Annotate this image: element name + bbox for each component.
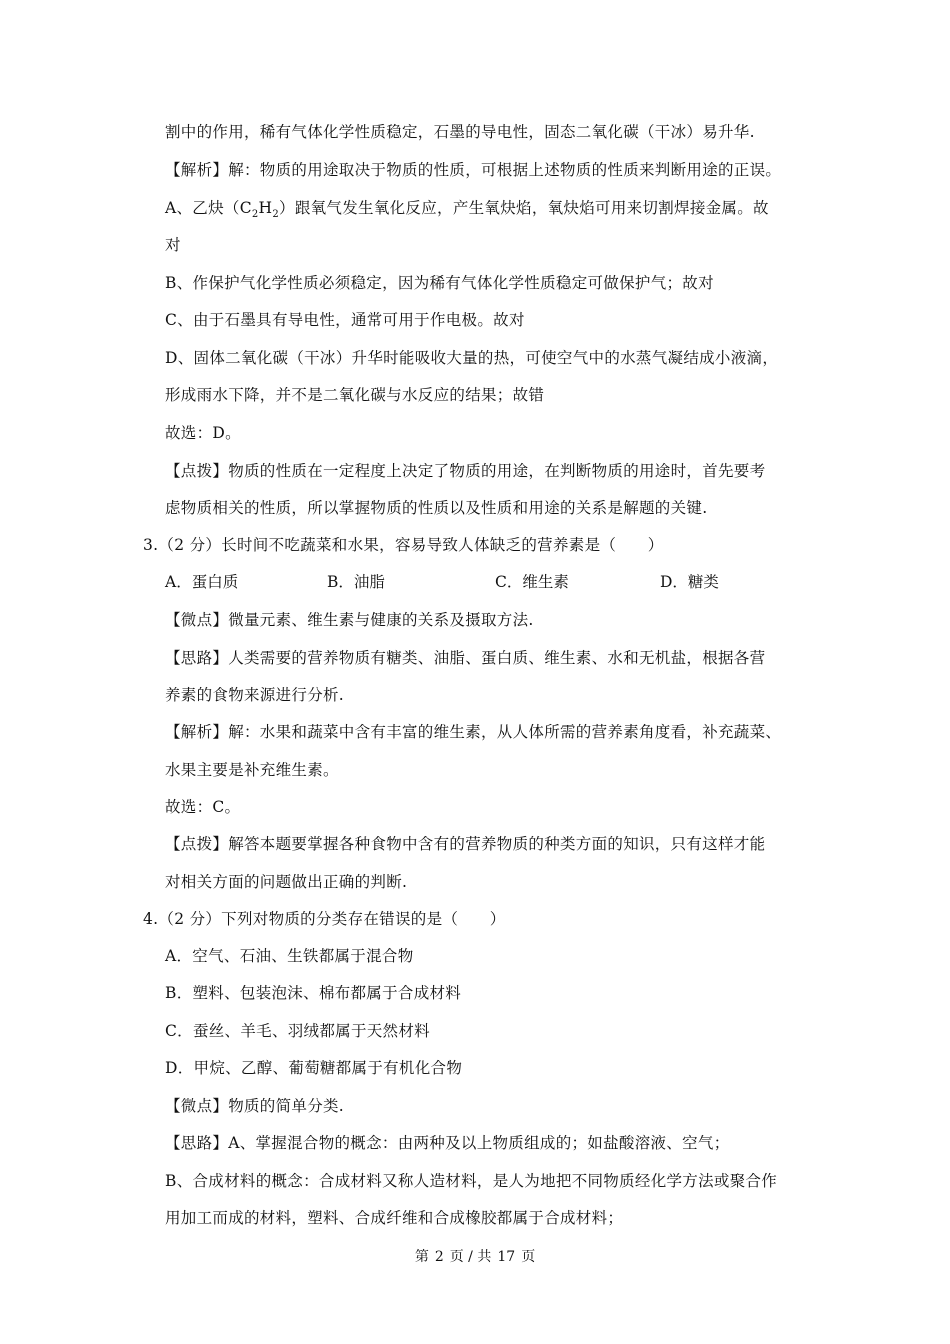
- page-number: 2: [434, 1249, 444, 1265]
- question-4-stem: 4.（2 分）下列对物质的分类存在错误的是（ ）: [143, 910, 506, 928]
- subscript: 2: [251, 209, 259, 221]
- thinking-line: 【思路】人类需要的营养物质有糖类、油脂、蛋白质、维生素、水和无机盐，根据各营: [165, 649, 766, 667]
- tip-line: 【点拨】物质的性质在一定程度上决定了物质的用途，在判断物质的用途时，首先要考: [165, 462, 766, 480]
- thinking-line: 养素的食物来源进行分析.: [165, 686, 345, 704]
- option-a: A．空气、石油、生铁都属于混合物: [165, 947, 414, 965]
- option-c-explanation: C、由于石墨具有导电性，通常可用于作电极。故对: [165, 311, 525, 329]
- formula-part: A、乙炔（C: [165, 199, 252, 217]
- text-line: 对: [165, 236, 181, 254]
- total-pages: 17: [497, 1249, 516, 1265]
- tip-line: 对相关方面的问题做出正确的判断.: [165, 873, 408, 891]
- footer-suffix: 页: [521, 1249, 536, 1265]
- page-footer: [0, 1246, 950, 1266]
- option-b: B．油脂: [327, 573, 385, 591]
- option-a-explanation: [165, 198, 769, 225]
- footer-mid: 页 / 共: [449, 1249, 492, 1265]
- option-a: A．蛋白质: [165, 573, 239, 591]
- thinking-line: B、合成材料的概念：合成材料又称人造材料，是人为地把不同物质经化学方法或聚合作: [165, 1172, 778, 1190]
- analysis-line: 【解析】解：水果和蔬菜中含有丰富的维生素，从人体所需的营养素角度看，补充蔬菜、: [165, 723, 782, 741]
- option-b-explanation: B、作保护气化学性质必须稳定，因为稀有气体化学性质稳定可做保护气；故对: [165, 274, 714, 292]
- key-point-line: 【微点】物质的简单分类.: [165, 1097, 345, 1115]
- key-point-line: 【微点】微量元素、维生素与健康的关系及摄取方法.: [165, 611, 534, 629]
- tip-line: 虑物质相关的性质，所以掌握物质的性质以及性质和用途的关系是解题的关键.: [165, 499, 708, 517]
- formula-rest: ）跟氧气发生氧化反应，产生氧炔焰，氧炔焰可用来切割焊接金属。故: [279, 199, 769, 217]
- footer-prefix: 第: [414, 1249, 429, 1265]
- analysis-line: 【解析】解：物质的用途取决于物质的性质，可根据上述物质的性质来判断用途的正误。: [165, 161, 782, 179]
- formula-part: H: [258, 199, 273, 217]
- option-d: D．甲烷、乙醇、葡萄糖都属于有机化合物: [165, 1059, 463, 1077]
- option-c: C．蚕丝、羊毛、羽绒都属于天然材料: [165, 1022, 430, 1040]
- answer-line: 故选：D。: [165, 424, 241, 442]
- text-line: 形成雨水下降，并不是二氧化碳与水反应的结果；故错: [165, 386, 545, 404]
- text-line: 割中的作用，稀有气体化学性质稳定，石墨的导电性，固态二氧化碳（干冰）易升华.: [165, 123, 755, 141]
- tip-line: 【点拨】解答本题要掌握各种食物中含有的营养物质的种类方面的知识，只有这样才能: [165, 835, 766, 853]
- answer-line: 故选：C。: [165, 798, 241, 816]
- thinking-line: 用加工而成的材料，塑料、合成纤维和合成橡胶都属于合成材料；: [165, 1209, 624, 1227]
- analysis-line: 水果主要是补充维生素。: [165, 761, 339, 779]
- option-d: D．糖类: [660, 573, 719, 591]
- option-d-explanation: D、固体二氧化碳（干冰）升华时能吸收大量的热，可使空气中的水蒸气凝结成小液滴，: [165, 349, 779, 367]
- thinking-line: 【思路】A、掌握混合物的概念：由两种及以上物质组成的；如盐酸溶液、空气；: [165, 1134, 730, 1152]
- question-3-stem: 3.（2 分）长时间不吃蔬菜和水果，容易导致人体缺乏的营养素是（ ）: [143, 536, 664, 554]
- option-b: B．塑料、包装泡沫、棉布都属于合成材料: [165, 984, 462, 1002]
- subscript: 2: [272, 209, 280, 221]
- option-c: C．维生素: [495, 573, 569, 591]
